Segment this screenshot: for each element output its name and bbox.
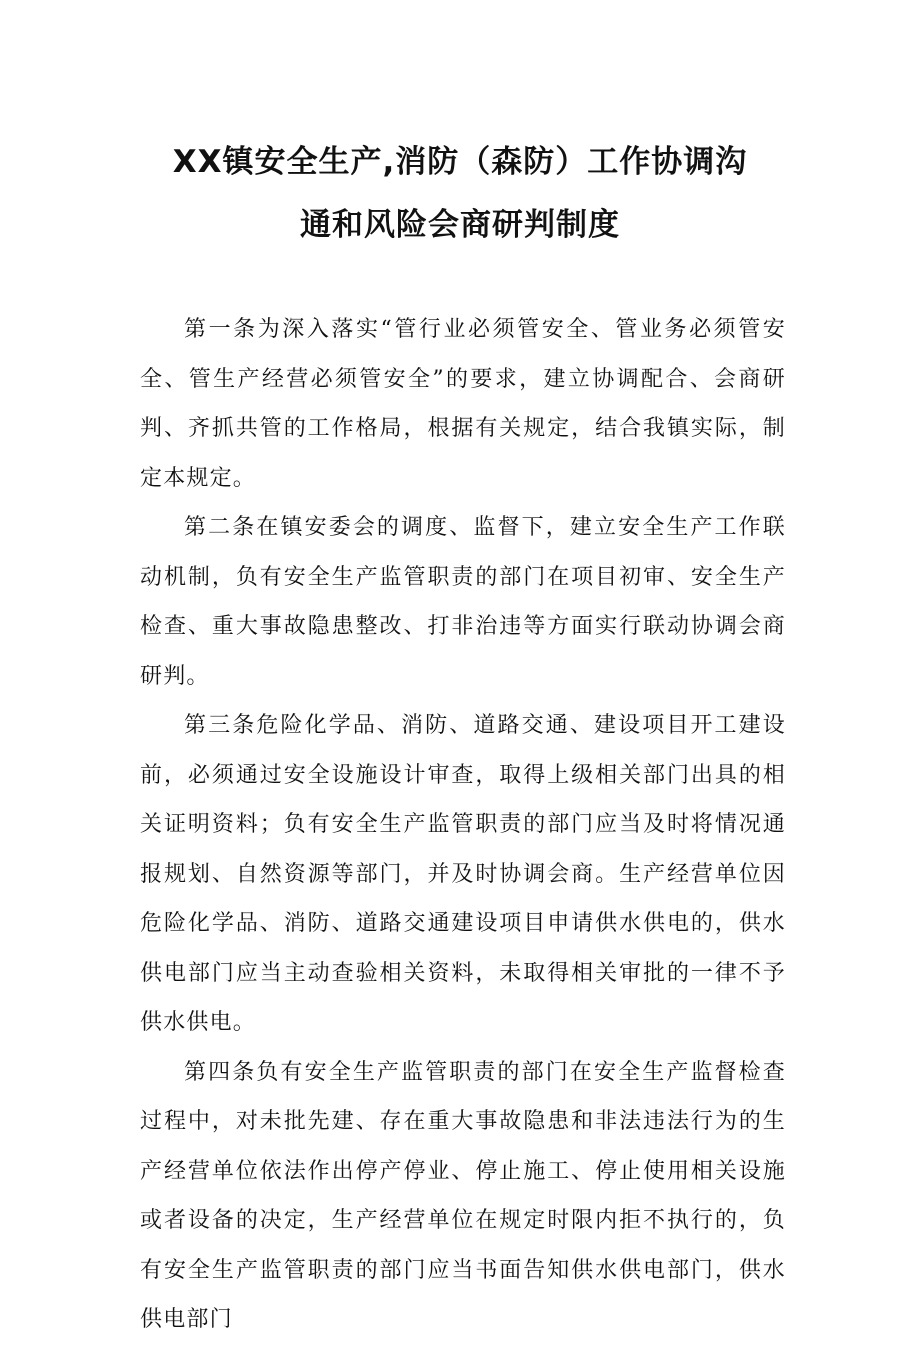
article-1-paragraph: 第一条为深入落实“管行业必须管安全、管业务必须管安全、管生产经营必须管安全”的要求，建立协调配合、会商研判、齐抓共管的工作格局，根据有关规定，结合我镇实际，制定本规定。	[140, 317, 786, 491]
article-3-paragraph: 第三条危险化学品、消防、道路交通、建设项目开工建设前，必须通过安全设施设计审查，取得上级相关部门出具的相关证明资料；负有安全生产监管职责的部门应当及时将情况通报规划、自然资源等部门，并及时协调会商。生产经营单位因危险化学品、消防、道路交通建设项目申请供水供电的，供水供电部门应当主动查验相关资料，未取得相关审批的一律不予供水供电。	[140, 713, 786, 1035]
document-body	[140, 305, 786, 1345]
article-4-paragraph: 第四条负有安全生产监管职责的部门在安全生产监督检查过程中，对未批先建、存在重大事故隐患和非法违法行为的生产经营单位依法作出停产停业、停止施工、停止使用相关设施或者设备的决定，生产经营单位在规定时限内拒不执行的，负有安全生产监管职责的部门应当书面告知供水供电部门，供水供电部门	[140, 1059, 786, 1332]
document-title-line-1: XX镇安全生产,消防（森防）工作协调沟	[172, 144, 748, 180]
document-title-line-2: 通和风险会商研判制度	[300, 207, 620, 243]
article-2-paragraph: 第二条在镇安委会的调度、监督下，建立安全生产工作联动机制，负有安全生产监管职责的部门在项目初审、安全生产检查、重大事故隐患整改、打非治违等方面实行联动协调会商研判。	[140, 515, 786, 689]
